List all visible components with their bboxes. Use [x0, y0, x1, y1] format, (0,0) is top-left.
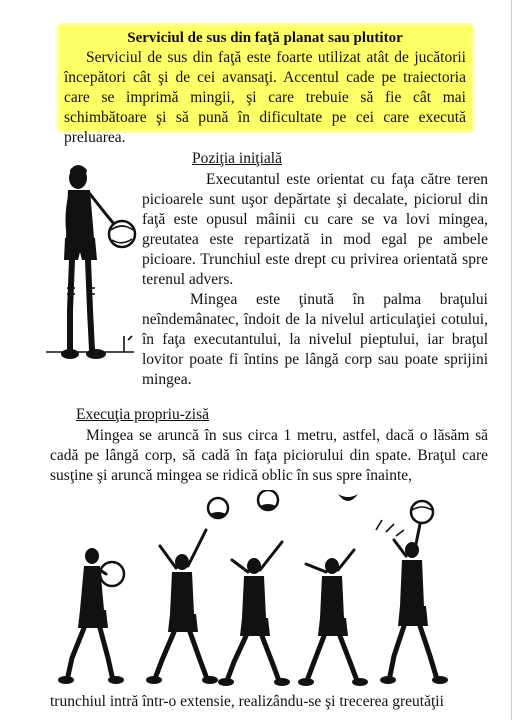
highlight-body: Serviciul de sus din faţă este foarte utilizat atât de jucătorii începători cât şi de cei avansaţi. Accentul cade pe traiectoria care se imprimă mingii, şi care trebuie să fie cât mai schimbătoare şi să pună în dificultate pe cei care execută preluarea. [64, 49, 466, 146]
volleyball-player-stance-illustration [40, 160, 140, 370]
paragraph-ball-holding: Mingea este ţinută în palma braţului neîndemânatec, îndoit de la nivelul articulaţiei cotului, în faţa executantului, la nivelul pieptului, iar braţul lovitor poate fi întins pe lângă corp sau poate sprijini mingea. [142, 291, 488, 388]
ball-icon [338, 494, 358, 501]
section-title: Serviciul de sus din faţă planat sau plutitor [127, 30, 403, 46]
page-edge-line [511, 0, 512, 720]
paragraph-execution: Mingea se aruncă în sus circa 1 metru, astfel, dacă o lăsăm să cadă pe lângă corp, să cadă în faţa piciorului din spate. Braţul care susţine şi aruncă mingea se ridică oblic în sus spre înainte, [50, 427, 488, 484]
section-heading-execution: Execuţia propriu-zisă [76, 406, 209, 423]
paragraph-initial-position: Executantul este orientat cu faţa către teren picioarele sunt uşor depărtate şi decalate, piciorul din faţă este opusul mâinii cu care se va lovi mingea, greutatea este repartizată in mod egal pe ambele picioare. Trunchiul este drept cu privirea orientată spre terenul advers. [142, 171, 488, 288]
ball-icon [411, 501, 433, 523]
volleyball-serve-sequence-illustration [50, 490, 490, 690]
highlighted-paragraph [64, 28, 466, 148]
section-heading-initial-position: Poziţia iniţială [192, 150, 282, 167]
ball-icon [258, 490, 278, 510]
paragraph-continuation: trunchiul intră într-o extensie, realizându-se şi trecerea greutăţii [50, 693, 444, 710]
ball-icon [208, 498, 228, 518]
